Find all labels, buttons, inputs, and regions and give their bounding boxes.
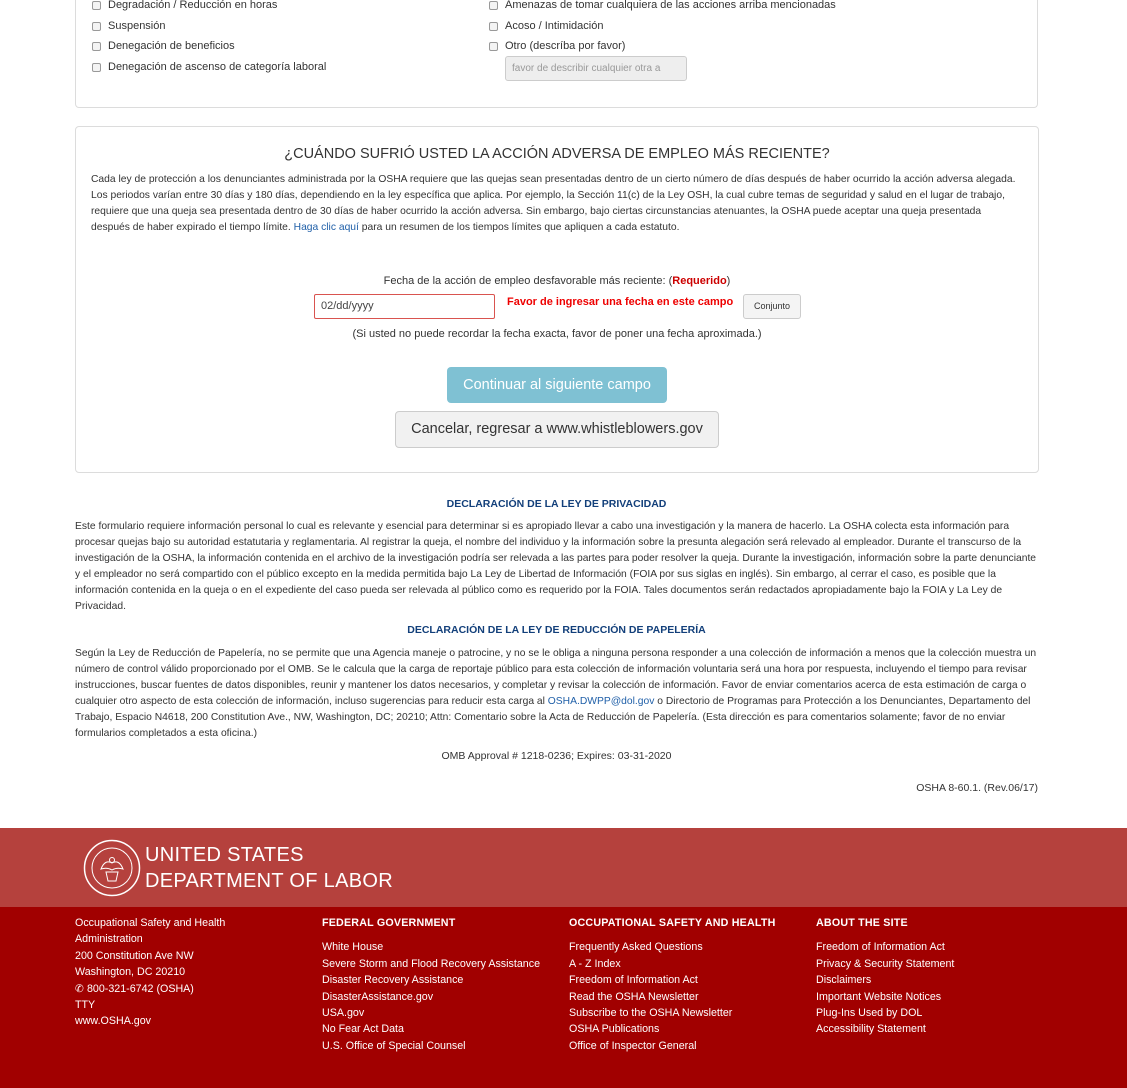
agency-name-line1[interactable]: UNITED STATES xyxy=(145,844,304,866)
footer-col-heading: FEDERAL GOVERNMENT xyxy=(322,917,456,929)
other-description-input[interactable]: favor de describir cualquier otra a xyxy=(505,56,687,81)
footer-link[interactable]: U.S. Office of Special Counsel xyxy=(322,1039,466,1052)
tty-link[interactable]: TTY xyxy=(75,999,96,1012)
footer-link[interactable]: Disaster Recovery Assistance xyxy=(322,974,464,987)
checkbox-row-benefits[interactable] xyxy=(92,40,235,52)
footer-link[interactable]: USA.gov xyxy=(322,1007,365,1020)
privacy-text: Este formulario requiere información personal lo cual es relevante y esencial para determinar si es apropiado llevar a cabo una investigación y la manera de hacerlo. La OSHA colecta esta información para procesar quejas bajo su autoridad estatutaria y reglamentaria. Al registrar la queja, el nombre del individuo y la información sobre la presunta alegación será relevado al empleador. Durante el transcurso de la investigación de la OSHA, la información contenida en el archivo de la investigación podría ser relevada a las partes para poder resolver la queja. Durante la investigación, información sobre la parte denunciante y el empleador no será compartido con el público excepto en la medida permitida bajo La Ley de Libertad de Información (FOIA por sus siglas en inglés). Sin embargo, al cerrar el caso, es posible que la información contenida en la queja o en el expediente del caso pueda ser relevada al público como es requerido por la FOIA. Tales documentos serán redactados apropiadamente bajo la FOIA y La Ley de Privacidad. xyxy=(75,521,1037,612)
osha-site-link[interactable]: www.OSHA.gov xyxy=(75,1015,152,1028)
checkbox-row-harassment[interactable] xyxy=(489,20,603,32)
section-intro xyxy=(91,172,1016,236)
adverse-actions-panel xyxy=(75,0,1038,108)
label-close: ) xyxy=(726,275,731,287)
checkbox-row-suspension[interactable] xyxy=(92,20,166,32)
date-input[interactable]: 02/dd/yyyy xyxy=(314,294,495,319)
footer-link[interactable]: A - Z Index xyxy=(569,957,621,970)
checkbox-label: Suspensión xyxy=(108,20,166,32)
adverse-action-date-panel xyxy=(75,126,1039,473)
omb-approval: OMB Approval # 1218-0236; Expires: 03-31-2020 xyxy=(441,750,672,762)
checkbox-label: Amenazas de tomar cualquiera de las acciones arriba mencionadas xyxy=(505,0,836,11)
set-date-button[interactable]: Conjunto xyxy=(743,294,801,319)
label-text: Fecha de la acción de empleo desfavorable más reciente: ( xyxy=(383,275,673,287)
footer-link[interactable]: Subscribe to the OSHA Newsletter xyxy=(569,1007,733,1020)
footer-link[interactable]: No Fear Act Data xyxy=(322,1023,404,1036)
footer-link[interactable]: OSHA Publications xyxy=(569,1023,660,1036)
required-marker: Requerido xyxy=(672,275,727,287)
paperwork-title: DECLARACIÓN DE LA LEY DE REDUCCIÓN DE PAPELERÍA xyxy=(407,624,706,636)
footer-link[interactable]: Plug-Ins Used by DOL xyxy=(816,1007,923,1020)
checkbox[interactable] xyxy=(92,42,101,51)
footer-link[interactable]: Office of Inspector General xyxy=(569,1039,697,1052)
checkbox-label: Otro (descríba por favor) xyxy=(505,40,626,52)
checkbox-row-promotion[interactable] xyxy=(92,61,326,73)
date-note: (Si usted no puede recordar la fecha exacta, favor de poner una fecha aproximada.) xyxy=(352,328,762,340)
privacy-title: DECLARACIÓN DE LA LEY DE PRIVACIDAD xyxy=(446,498,667,510)
footer-link[interactable]: Important Website Notices xyxy=(816,990,942,1003)
agency-name-line2[interactable]: DEPARTMENT OF LABOR xyxy=(145,870,393,892)
footer-link[interactable]: Disclaimers xyxy=(816,974,872,987)
email-link[interactable]: OSHA.DWPP@dol.gov xyxy=(547,696,655,707)
checkbox-label: Acoso / Intimidación xyxy=(505,20,604,32)
checkbox[interactable] xyxy=(92,22,101,31)
footer xyxy=(0,907,1127,1088)
footer-link[interactable]: Severe Storm and Flood Recovery Assistance xyxy=(322,957,541,970)
checkbox-label: Denegación de ascenso de categoría laboral xyxy=(108,61,327,73)
footer-col-osha xyxy=(569,915,799,1054)
org-name: Occupational Safety and Health Administration xyxy=(75,917,226,946)
time-limits-link[interactable]: Haga clic aquí xyxy=(293,222,359,233)
checkbox[interactable] xyxy=(92,1,101,10)
phone-icon: ✆ xyxy=(75,982,87,995)
footer-col-about xyxy=(816,915,1046,1038)
footer-col-heading: ABOUT THE SITE xyxy=(816,917,908,929)
intro-text-end: para un resumen de los tiempos límites que apliquen a cada estatuto. xyxy=(361,222,680,233)
cancel-button[interactable]: Cancelar, regresar a www.whistleblowers.gov xyxy=(395,411,719,448)
footer-address xyxy=(75,915,275,1030)
dol-seal-icon[interactable] xyxy=(83,839,141,897)
checkbox[interactable] xyxy=(92,63,101,72)
checkbox-label: Denegación de beneficios xyxy=(108,40,235,52)
footer-link[interactable]: Privacy & Security Statement xyxy=(816,957,955,970)
checkbox[interactable] xyxy=(489,22,498,31)
paperwork-text-end: o Directorio de Programas para Protección a los Denunciantes, Departamento del Trabajo, Espacio N4618, 200 Constitution Ave., NW, Washington, DC; 20210; Attn: Comentario sobre la Acta de Reducción de Papelería. (Esta dirección es para comentarios solamente; favor de no enviar formularios completados a esta oficina.) xyxy=(75,696,1031,739)
footer-link[interactable]: Read the OSHA Newsletter xyxy=(569,990,699,1003)
checkbox-row-threats[interactable] xyxy=(489,0,836,11)
checkbox[interactable] xyxy=(489,1,498,10)
checkbox-label: Degradación / Reducción en horas xyxy=(108,0,278,11)
footer-col-federal xyxy=(322,915,542,1054)
footer-agency-band xyxy=(0,828,1127,907)
footer-col-heading: OCCUPATIONAL SAFETY AND HEALTH xyxy=(569,917,776,929)
footer-link[interactable]: DisasterAssistance.gov xyxy=(322,990,434,1003)
footer-link[interactable]: Freedom of Information Act xyxy=(816,941,945,954)
footer-link[interactable]: Accessibility Statement xyxy=(816,1023,926,1036)
footer-link[interactable]: White House xyxy=(322,941,384,954)
footer-link[interactable]: Freedom of Information Act xyxy=(569,974,698,987)
paperwork-text xyxy=(75,646,1040,742)
section-heading: ¿CUÁNDO SUFRIÓ USTED LA ACCIÓN ADVERSA DE EMPLEO MÁS RECIENTE? xyxy=(284,146,830,162)
paperwork-text-body: Según la Ley de Reducción de Papelería, no se permite que una Agencia maneje o patrocine, y no se le obliga a ninguna persona responder a una colección de información a menos que la colección muestra un número de control válido proporcionado por el OMB. Se le calcula que la carga de reportaje público para esta colección de información voluntaria será una hora por respuesta, incluyendo el tiempo para revisar instrucciones, buscar fuentes de datos disponibles, reunir y mantener los datos necesarios, y completar y revisar la colección de información. Favor de enviar comentarios acerca de esta estimación de carga o cualquier otro aspecto de esta colección de información, incluso sugerencias para reducir esta carga al xyxy=(75,648,1037,707)
phone-number: 800-321-6742 (OSHA) xyxy=(86,982,194,995)
phone[interactable] xyxy=(75,981,275,997)
checkbox-row-other[interactable] xyxy=(489,40,625,52)
city: Washington, DC 20210 xyxy=(75,966,186,979)
checkbox-row-demotion[interactable] xyxy=(92,0,277,11)
form-number: OSHA 8-60.1. (Rev.06/17) xyxy=(916,782,1038,794)
continue-button[interactable]: Continuar al siguiente campo xyxy=(447,367,667,403)
checkbox[interactable] xyxy=(489,42,498,51)
date-error-message: Favor de ingresar una fecha en este campo xyxy=(507,296,734,308)
intro-text: Cada ley de protección a los denunciantes administrada por la OSHA requiere que las quejas sean presentadas dentro de un cierto número de días después de haber ocurrido la acción adversa alegada. Los periodos varían entre 30 días y 180 días, dependiendo en la ley específica que aplica. Por ejemplo, la Sección 11(c) de la Ley OSH, la cual cubre temas de seguridad y salud en el lugar de trabajo, requiere que una queja sea presentada dentro de 30 días de haber ocurrido la acción adversa. Sin embargo, bajo ciertas circunstancias atenuantes, la OSHA puede aceptar una queja presentada después de haber expirado el tiempo límite. xyxy=(91,174,1016,233)
footer-link[interactable]: Frequently Asked Questions xyxy=(569,941,703,954)
date-field-label xyxy=(76,275,1038,287)
street: 200 Constitution Ave NW xyxy=(75,949,194,962)
